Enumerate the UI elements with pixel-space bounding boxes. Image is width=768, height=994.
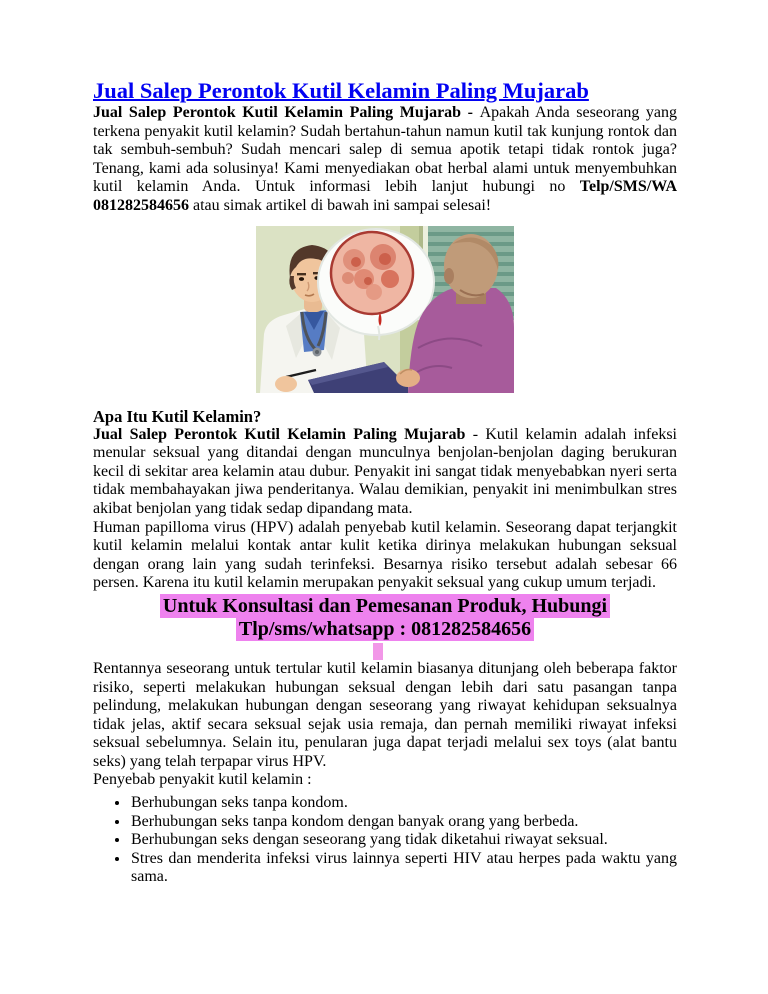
- intro-tail-text: atau simak artikel di bawah ini sampai selesai!: [189, 196, 492, 214]
- about-paragraph: [93, 426, 677, 519]
- about-body-text: - Kutil kelamin adalah infeksi menular seksual yang ditandai dengan munculnya benjolan-benjolan daging berukuran kecil di sekitar area kelamin atau dubur. Penyakit ini sangat tidak menyebabkan nyeri serta tidak membahayakan jiwa penderitanya. Walau demikian, penyakit ini menimbulkan stres akibat benjolan yang tidak sedap dipandang mata.: [93, 425, 677, 517]
- promo-line-1: Untuk Konsultasi dan Pemesanan Produk, Hubungi: [160, 594, 610, 618]
- hpv-paragraph: Human papilloma virus (HPV) adalah penyebab kutil kelamin. Seseorang dapat terjangkit kutil kelamin melalui kontak antar kulit ketika dirinya melakukan hubungan seksual dengan orang lain yang sudah terinfeksi. Besarnya risiko tersebut adalah sebesar 66 persen. Karena itu kutil kelamin merupakan penyakit seksual yang cukup umum terjadi.: [93, 518, 677, 592]
- cause-item: • Berhubungan seks tanpa kondom.: [130, 794, 677, 813]
- about-bold-lead: Jual Salep Perontok Kutil Kelamin Paling Mujarab: [93, 425, 466, 443]
- cause-item: • Stres dan menderita infeksi virus lainnya seperti HIV atau herpes pada waktu yang sama.: [130, 850, 677, 887]
- intro-body-text: Apakah Anda seseorang yang terkena penyakit kutil kelamin? Sudah bertahun-tahun namun kutil tak kunjung rontok dan tak sembuh-sembuh? Sudah mencari salep di semua apotik tetapi tidak rontok juga? Tenang, kami ada solusinya! Kami menyediakan obat herbal alami untuk menyembuhkan kutil kelamin Anda. Untuk informasi lebih lanjut hubungi no: [93, 104, 678, 196]
- intro-bold-lead: Jual Salep Perontok Kutil Kelamin Paling Mujarab -: [93, 104, 480, 121]
- risk-paragraph: Rentannya seseorang untuk tertular kutil kelamin biasanya ditunjang oleh beberapa faktor risiko, seperti melakukan hubungan seksual dengan lebih dari satu pasangan tanpa pelindung, melakukan hubungan dengan seseorang yang riwayat kehidupan seksualnya tidak jelas, aktif secara seksual sejak usia remaja, dan pernah memiliki riwayat infeksi seksual sebelumnya. Selain itu, penularan juga dapat terjadi melalui sex toys (alat bantu seks) yang telah terpapar virus HPV.: [93, 659, 677, 770]
- causes-bullet-list: [93, 794, 677, 887]
- patient-hand: [396, 369, 420, 387]
- section-heading: Apa Itu Kutil Kelamin?: [93, 406, 262, 426]
- causes-lead-line: Penyebab penyakit kutil kelamin :: [93, 771, 312, 789]
- cause-item: • Berhubungan seks dengan seseorang yang tidak diketahui riwayat seksual.: [130, 831, 677, 850]
- illustration-svg: [256, 226, 514, 393]
- page-title: [93, 77, 677, 104]
- promo-line-2: Tlp/sms/whatsapp : 081282584656: [236, 617, 534, 641]
- highlight-caret-mark: [373, 643, 383, 660]
- doctor-patient-illustration: [256, 226, 514, 393]
- cause-item: • Berhubungan seks tanpa kondom dengan banyak orang yang berbeda.: [130, 813, 677, 832]
- intro-paragraph: [93, 104, 677, 216]
- title-link[interactable]: Jual Salep Perontok Kutil Kelamin Paling Mujarab: [93, 78, 589, 103]
- promo-highlight-block: [93, 595, 677, 642]
- intro-contact-number: Telp/SMS/WA 081282584656: [93, 178, 677, 214]
- doctor-hand: [275, 376, 297, 392]
